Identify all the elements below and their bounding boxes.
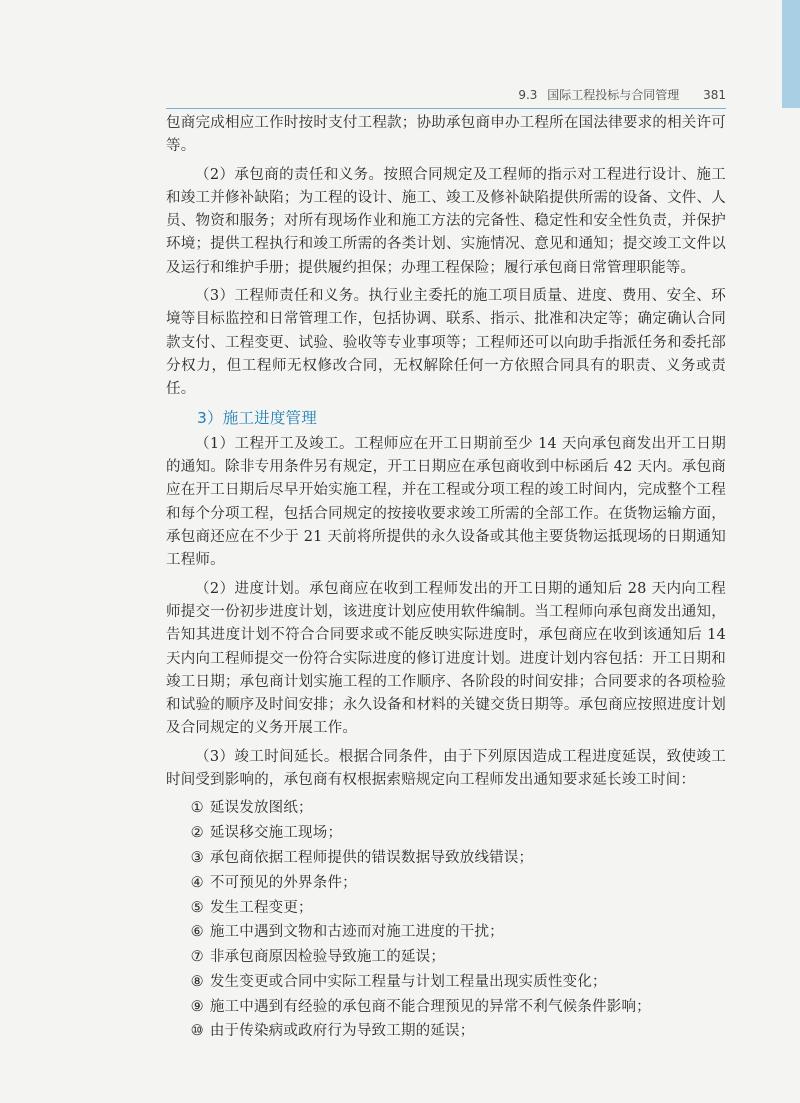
running-header [166,84,726,109]
paragraph-contractor-duties: （2）承包商的责任和义务。按照合同规定及工程师的指示对工程进行设计、施工和竣工并修补缺陷；为工程的设计、施工、竣工及修补缺陷提供所需的设备、文件、人员、物资和服务；对所有现场作业和施工方法的完备性、稳定性和安全性负责，并保护环境；提供工程执行和竣工所需的各类计划、实施情况、意见和通知；提交竣工文件以及运行和维护手册；提供履约担保；办理工程保险；履行承包商日常管理职能等。 [166,166,726,276]
paragraph-programme: （2）进度计划。承包商应在收到工程师发出的开工日期的通知后 28 天内向工程师提交一份初步进度计划，该进度计划应使用软件编制。当工程师向承包商发出通知，告知其进度计划不符合合同要求或不能反映实际进度时，承包商应在收到该通知后 14 天内向工程师提交一份符合实际进度的修订进度计划。进度计划内容包括：开工日期和竣工日期；承包商计划实施工程的工作顺序、各阶段的时间安排；合同要求的各项检验和试验的顺序及时间安排；永久设备和材料的关键交货日期等。承包商应按照进度计划及合同规定的义务开展工作。 [166,580,726,737]
list-item: ⑧ 发生变更或合同中实际工程量与计划工程量出现实质性变化； [190,973,607,990]
paragraph-extension: （3）竣工时间延长。根据合同条件，由于下列原因造成工程进度延误，致使竣工时间受到影响的，承包商有权根据索赔规定向工程师发出通知要求延长竣工时间： [166,748,726,789]
header-text [518,86,726,103]
list-item: ③ 承包商依据工程师提供的错误数据导致放线错误； [190,849,534,866]
paragraph-engineer-duties: （3）工程师责任和义务。执行业主委托的施工项目质量、进度、费用、安全、环境等目标监控和日常管理工作，包括协调、联系、指示、批准和决定等；确定确认合同款支付、工程变更、试验、验收等专业事项等；工程师还可以向助手指派任务和委托部分权力，但工程师无权修改合同，无权解除任何一方依照合同具有的职责、义务或责任。 [166,288,726,398]
list-item: ② 延误移交施工现场； [190,825,343,842]
body-text [166,112,726,1045]
header-section-number: 9.3 [518,88,538,102]
list-item: ① 延误发放图纸； [190,800,313,817]
paragraph-continued: 包商完成相应工作时按时支付工程款；协助承包商申办工程所在国法律要求的相关许可等。 [166,115,726,155]
page-number: 381 [703,88,726,102]
list-item: ⑩ 由于传染病或政府行为导致工期的延误； [190,1023,475,1040]
list-item: ⑨ 施工中遇到有经验的承包商不能合理预见的异常不利气候条件影响； [190,998,651,1015]
list-item: ⑦ 非承包商原因检验导致施工的延误； [190,949,446,966]
list-item: ⑥ 施工中遇到文物和古迹而对施工进度的干扰； [190,924,504,941]
list-item: ⑤ 发生工程变更； [190,899,313,916]
chapter-edge-tab [782,0,800,108]
header-section-title: 国际工程投标与合同管理 [547,88,680,102]
subheading-schedule-management: 3）施工进度管理 [197,408,317,427]
paragraph-commencement: （1）工程开工及竣工。工程师应在开工日期前至少 14 天向承包商发出开工日期的通知。除非专用条件另有规定，开工日期应在承包商收到中标函后 42 天内。承包商应在开工日期后尽早开始实施工程，并在工程或分项工程的竣工时间内，完成整个工程和每个分项工程，包括合同规定的按接收要求竣工所需的全部工作。在货物运输方面，承包商还应在不少于 21 天前将所提供的永久设备或其他主要货物运抵现场的日期通知工程师。 [166,435,726,569]
list-item: ④ 不可预见的外界条件； [190,874,357,891]
